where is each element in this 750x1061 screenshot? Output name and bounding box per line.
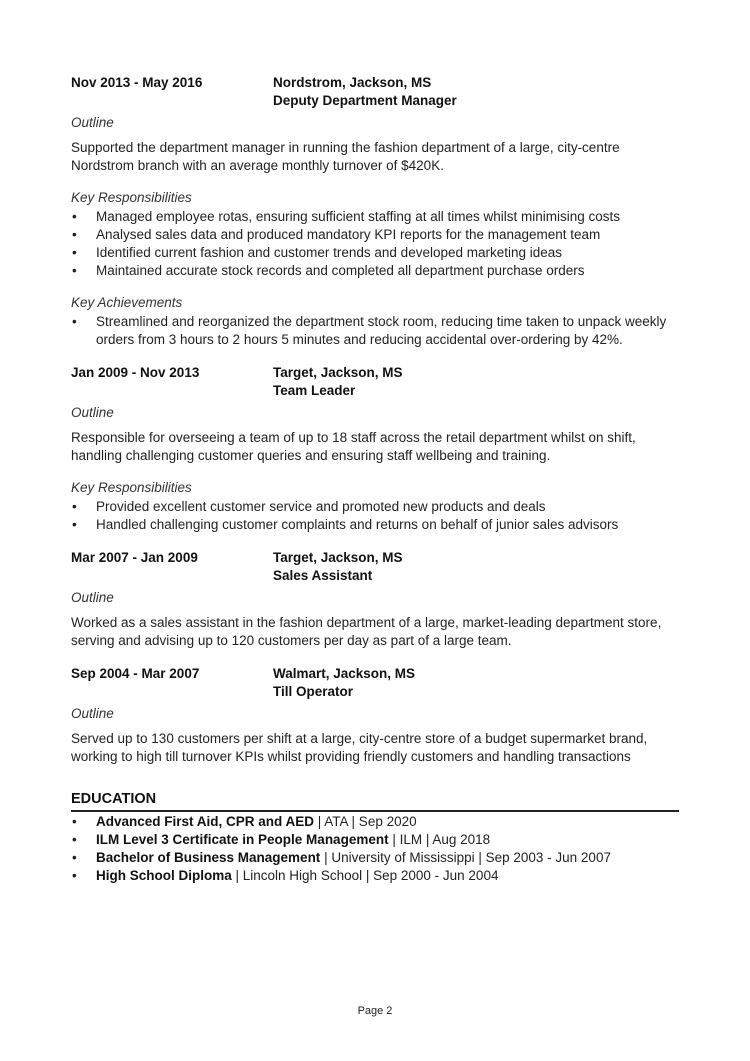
education-details: | University of Mississippi | Sep 2003 - Jun 2007 [320,850,611,865]
job-title: Team Leader [273,383,356,398]
responsibilities-label: Key Responsibilities [71,480,192,495]
list-item-text: Identified current fashion and customer trends and developed marketing ideas [96,245,563,260]
bullet-icon: • [72,314,77,329]
list-item [71,867,679,885]
list-item [71,313,679,349]
job-header [71,549,679,585]
job-title: Sales Assistant [273,568,373,583]
list-item [71,498,679,516]
list-item-text: Managed employee rotas, ensuring sufficient staffing at all times whilst minimising costs [96,209,620,224]
job-employer: Target, Jackson, MS [273,550,403,565]
job-org [273,364,679,400]
list-item [71,208,679,226]
education-name: ILM Level 3 Certificate in People Management [96,832,389,847]
resume-page [71,74,679,885]
job-org [273,74,679,110]
list-item [71,831,679,849]
list-item [71,244,679,262]
job-entry [71,665,679,766]
job-title: Deputy Department Manager [273,93,457,108]
bullet-icon: • [72,517,77,532]
outline-text: Supported the department manager in running the fashion department of a large, city-centre Nordstrom branch with an average monthly turnover of $420K. [71,140,620,173]
job-header [71,364,679,400]
list-item [71,226,679,244]
bullet-icon: • [72,499,77,514]
job-dates: Mar 2007 - Jan 2009 [71,550,198,565]
outline-text: Responsible for overseeing a team of up to 18 staff across the retail department whilst on shift, handling challenging customer queries and ensuring staff wellbeing and training. [71,430,636,463]
education-heading: EDUCATION [71,789,679,812]
outline-label: Outline [71,590,114,605]
job-entry [71,549,679,650]
list-item [71,516,679,534]
education-name: High School Diploma [96,868,232,883]
responsibilities-label: Key Responsibilities [71,190,192,205]
list-item [71,813,679,831]
bullet-icon: • [72,227,77,242]
job-employer: Target, Jackson, MS [273,365,403,380]
outline-label: Outline [71,706,114,721]
outline-label: Outline [71,405,114,420]
job-header [71,665,679,701]
list-item-text: Streamlined and reorganized the department stock room, reducing time taken to unpack weekly orders from 3 hours to 2 hours 5 minutes and reducing accidental over-ordering by 42%. [96,314,667,347]
page-number: Page 2 [357,1005,393,1017]
list-item [71,262,679,280]
outline-text: Worked as a sales assistant in the fashion department of a large, market-leading department store, serving and advising up to 120 customers per day as part of a large team. [71,615,662,648]
job-entry [71,364,679,534]
achievements-label: Key Achievements [71,295,183,310]
education-details: | Lincoln High School | Sep 2000 - Jun 2004 [231,868,499,883]
education-details: | ATA | Sep 2020 [314,814,417,829]
job-entry [71,74,679,349]
list-item-text: Handled challenging customer complaints and returns on behalf of junior sales advisors [96,517,619,532]
responsibilities-list [71,208,679,280]
list-item-text: Analysed sales data and produced mandatory KPI reports for the management team [96,227,601,242]
job-dates: Sep 2004 - Mar 2007 [71,666,200,681]
outline-label: Outline [71,115,114,130]
education-name: Advanced First Aid, CPR and AED [96,814,315,829]
bullet-icon: • [72,850,77,865]
education-name: Bachelor of Business Management [96,850,321,865]
education-details: | ILM | Aug 2018 [388,832,491,847]
bullet-icon: • [72,832,77,847]
job-org [273,665,679,701]
bullet-icon: • [72,245,77,260]
job-dates: Nov 2013 - May 2016 [71,75,203,90]
job-employer: Nordstrom, Jackson, MS [273,75,432,90]
bullet-icon: • [72,814,77,829]
bullet-icon: • [72,868,77,883]
job-header [71,74,679,110]
bullet-icon: • [72,263,77,278]
list-item [71,849,679,867]
achievements-list [71,313,679,349]
job-dates: Jan 2009 - Nov 2013 [71,365,200,380]
job-title: Till Operator [273,684,354,699]
education-list [71,813,679,885]
list-item-text: Maintained accurate stock records and completed all department purchase orders [96,263,585,278]
list-item-text: Provided excellent customer service and promoted new products and deals [96,499,546,514]
bullet-icon: • [72,209,77,224]
job-org [273,549,679,585]
job-employer: Walmart, Jackson, MS [273,666,416,681]
responsibilities-list [71,498,679,534]
outline-text: Served up to 130 customers per shift at a large, city-centre store of a budget supermarket brand, working to high till turnover KPIs whilst providing friendly customers and handling transactions [71,731,648,764]
